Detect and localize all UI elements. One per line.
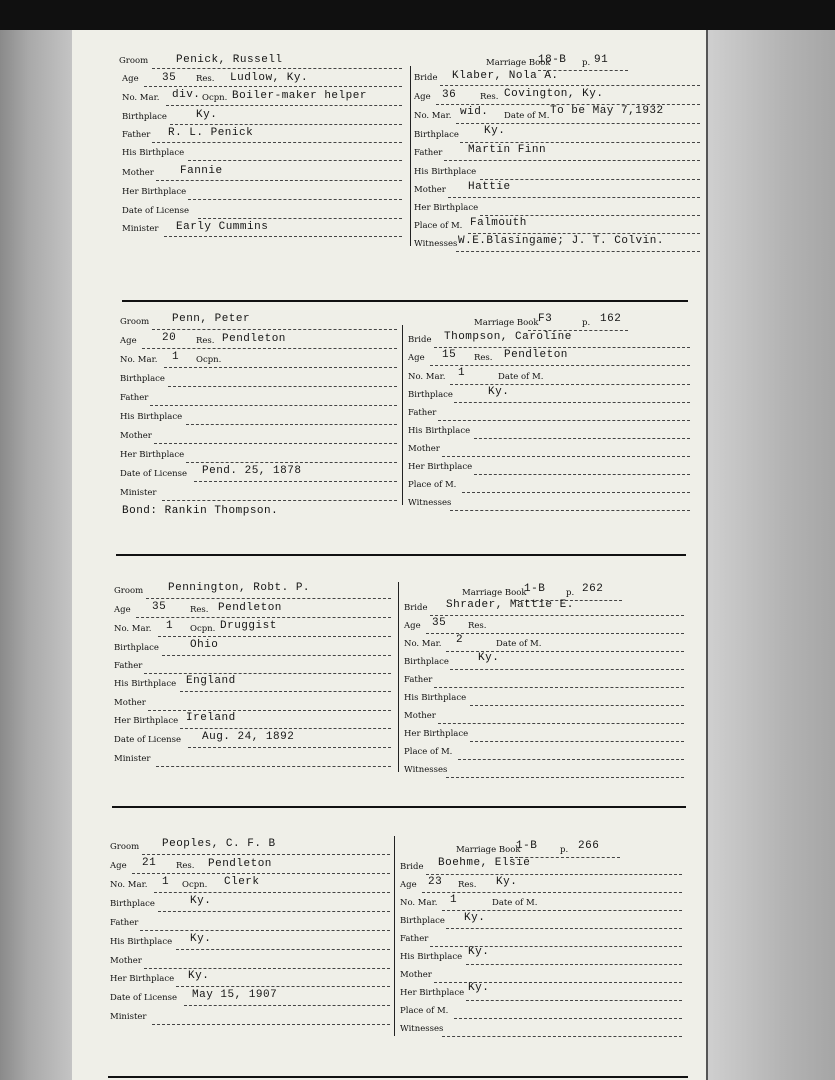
age-label: Age [110, 861, 127, 871]
birthplace-label: Birthplace [122, 112, 167, 122]
age-label: Age [408, 353, 425, 363]
bride-res: Pendleton [504, 349, 568, 361]
res-label: Res. [468, 621, 487, 631]
minister-label: Minister [114, 754, 151, 764]
res-label: Res. [190, 605, 209, 615]
his-birthplace-label: His Birthplace [120, 412, 183, 422]
mother-label: Mother [110, 956, 142, 966]
mother-label: Mother [408, 444, 440, 454]
her-birthplace-label: Her Birthplace [408, 462, 473, 472]
bride-no-mar: 1 [450, 894, 458, 906]
bride-birthplace: Ky. [464, 912, 486, 924]
groom-date-of-license: May 15, 1907 [192, 989, 278, 1001]
groom-birthplace: Ohio [190, 639, 219, 651]
witnesses-label: Witnesses [414, 239, 458, 249]
bride-name: Shrader, Mattie E. [446, 599, 574, 611]
bride-birthplace: Ky. [478, 652, 500, 664]
groom-birthplace: Ky. [190, 895, 212, 907]
her-birthplace-label: Her Birthplace [404, 729, 469, 739]
date-of-m-label: Date of M. [504, 111, 550, 121]
her-birthplace-label: Her Birthplace [110, 974, 175, 984]
no-mar-label: No. Mar. [120, 355, 158, 365]
groom-no-mar: 1 [162, 876, 170, 888]
mother-label: Mother [122, 168, 154, 178]
ocpn-label: Ocpn. [202, 93, 228, 103]
bride-father: Martin Finn [468, 144, 547, 156]
age-label: Age [400, 880, 417, 890]
groom-label: Groom [120, 317, 150, 327]
ocpn-label: Ocpn. [196, 355, 222, 365]
scanner-top-border [0, 0, 835, 30]
witnesses-label: Witnesses [400, 1024, 444, 1034]
bride-mother: Hattie [468, 181, 511, 193]
his-birthplace-label: His Birthplace [404, 693, 467, 703]
bride-place-of-m: Falmouth [470, 217, 527, 229]
groom-date-of-license: Aug. 24, 1892 [202, 731, 295, 743]
age-label: Age [414, 92, 431, 102]
witnesses-label: Witnesses [404, 765, 448, 775]
groom-label: Groom [114, 586, 144, 596]
groom-her-birthplace: Ireland [186, 712, 236, 724]
birthplace-label: Birthplace [400, 916, 445, 926]
date-of-m-label: Date of M. [496, 639, 542, 649]
groom-age: 35 [162, 72, 177, 84]
groom-name: Pennington, Robt. P. [168, 582, 311, 594]
bride-no-mar: wid. [460, 106, 489, 118]
age-label: Age [404, 621, 421, 631]
groom-age: 21 [142, 857, 157, 869]
her-birthplace-label: Her Birthplace [120, 450, 185, 460]
father-label: Father [120, 393, 149, 403]
father-label: Father [414, 148, 443, 158]
marriage-book-label: Marriage Book [456, 845, 521, 855]
groom-his-birthplace: Ky. [190, 933, 212, 945]
groom-name: Penn, Peter [172, 313, 251, 325]
groom-age: 35 [152, 601, 167, 613]
minister-label: Minister [120, 488, 157, 498]
marriage-book-label: Marriage Book [474, 318, 539, 328]
bride-label: Bride [408, 335, 432, 345]
record-page [72, 30, 706, 1080]
bride-no-mar: 1 [458, 367, 466, 379]
witnesses-label: Witnesses [408, 498, 452, 508]
mother-label: Mother [404, 711, 436, 721]
bride-label: Bride [404, 603, 428, 613]
groom-her-birthplace: Ky. [188, 970, 210, 982]
place-of-m-label: Place of M. [414, 221, 463, 231]
groom-no-mar: div. [172, 89, 201, 101]
groom-label: Groom [110, 842, 140, 852]
marriage-entry [72, 558, 706, 798]
groom-no-mar: 1 [172, 351, 180, 363]
mother-label: Mother [414, 185, 446, 195]
marriage-book-number: 1-B [516, 840, 538, 852]
page-label: p. [582, 58, 591, 68]
bride-age: 35 [432, 617, 447, 629]
mother-label: Mother [120, 431, 152, 441]
bride-his-birthplace: Ky. [468, 946, 490, 958]
minister-label: Minister [110, 1012, 147, 1022]
marriage-book-number: 18-B [538, 54, 567, 66]
page-bottom-rule [108, 1076, 688, 1078]
res-label: Res. [176, 861, 195, 871]
marriage-book-label: Marriage Book [462, 588, 527, 598]
groom-date-of-license: Pend. 25, 1878 [202, 465, 302, 477]
father-label: Father [110, 918, 139, 928]
bride-date-of-m: To be May 7,1932 [550, 105, 664, 117]
entry-divider [112, 806, 686, 808]
place-of-m-label: Place of M. [408, 480, 457, 490]
groom-age: 20 [162, 332, 177, 344]
bond-note: Bond: Rankin Thompson. [122, 505, 279, 517]
groom-minister: Early Cummins [176, 221, 269, 233]
father-label: Father [400, 934, 429, 944]
bride-no-mar: 2 [456, 634, 464, 646]
groom-res: Pendleton [218, 602, 282, 614]
groom-mother: Fannie [180, 165, 223, 177]
page-label: p. [560, 845, 569, 855]
groom-ocpn: Boiler-maker helper [232, 90, 367, 102]
groom-birthplace: Ky. [196, 109, 218, 121]
his-birthplace-label: His Birthplace [408, 426, 471, 436]
bride-label: Bride [400, 862, 424, 872]
groom-name: Peoples, C. F. B [162, 838, 276, 850]
her-birthplace-label: Her Birthplace [414, 203, 479, 213]
father-label: Father [408, 408, 437, 418]
no-mar-label: No. Mar. [110, 880, 148, 890]
his-birthplace-label: His Birthplace [110, 937, 173, 947]
place-of-m-label: Place of M. [404, 747, 453, 757]
res-label: Res. [474, 353, 493, 363]
bride-birthplace: Ky. [484, 125, 506, 137]
groom-his-birthplace: England [186, 675, 236, 687]
groom-ocpn: Clerk [224, 876, 260, 888]
bride-res: Ky. [496, 876, 518, 888]
bride-age: 15 [442, 349, 457, 361]
no-mar-label: No. Mar. [414, 111, 452, 121]
groom-res: Pendleton [222, 333, 286, 345]
groom-label: Groom [119, 56, 149, 66]
no-mar-label: No. Mar. [400, 898, 438, 908]
her-birthplace-label: Her Birthplace [114, 716, 179, 726]
ocpn-label: Ocpn. [190, 624, 216, 634]
groom-res: Ludlow, Ky. [230, 72, 309, 84]
groom-ocpn: Druggist [220, 620, 277, 632]
place-of-m-label: Place of M. [400, 1006, 449, 1016]
res-label: Res. [196, 336, 215, 346]
no-mar-label: No. Mar. [404, 639, 442, 649]
his-birthplace-label: His Birthplace [400, 952, 463, 962]
minister-label: Minister [122, 224, 159, 234]
date-of-m-label: Date of M. [492, 898, 538, 908]
marriage-book-number: 1-B [524, 583, 546, 595]
entry-divider [116, 554, 686, 556]
marriage-book-page: 262 [582, 583, 604, 595]
page-label: p. [566, 588, 575, 598]
groom-no-mar: 1 [166, 620, 174, 632]
birthplace-label: Birthplace [414, 130, 459, 140]
res-label: Res. [480, 92, 499, 102]
birthplace-label: Birthplace [114, 643, 159, 653]
marriage-book-label: Marriage Book [486, 58, 551, 68]
groom-name: Penick, Russell [176, 54, 283, 66]
bride-name: Klaber, Nola A. [452, 70, 559, 82]
bride-witnesses: W.E.Blasingame; J. T. Colvin. [458, 235, 664, 247]
ocpn-label: Ocpn. [182, 880, 208, 890]
no-mar-label: No. Mar. [122, 93, 160, 103]
date-of-license-label: Date of License [122, 206, 190, 216]
marriage-entry [72, 30, 706, 270]
birthplace-label: Birthplace [408, 390, 453, 400]
date-of-license-label: Date of License [110, 993, 178, 1003]
his-birthplace-label: His Birthplace [414, 167, 477, 177]
date-of-license-label: Date of License [120, 469, 188, 479]
date-of-license-label: Date of License [114, 735, 182, 745]
age-label: Age [120, 336, 137, 346]
father-label: Father [404, 675, 433, 685]
scan-right-margin [706, 30, 835, 1080]
birthplace-label: Birthplace [110, 899, 155, 909]
birthplace-label: Birthplace [404, 657, 449, 667]
no-mar-label: No. Mar. [408, 372, 446, 382]
res-label: Res. [196, 74, 215, 84]
page-label: p. [582, 318, 591, 328]
age-label: Age [122, 74, 139, 84]
marriage-book-page: 91 [594, 54, 609, 66]
bride-age: 23 [428, 876, 443, 888]
bride-name: Thompson, Caroline [444, 331, 572, 343]
scan-left-margin [0, 30, 72, 1080]
bride-res: Covington, Ky. [504, 88, 604, 100]
marriage-entry [72, 810, 706, 1070]
bride-label: Bride [414, 73, 438, 83]
age-label: Age [114, 605, 131, 615]
bride-age: 36 [442, 89, 457, 101]
marriage-entry [72, 305, 706, 545]
no-mar-label: No. Mar. [114, 624, 152, 634]
her-birthplace-label: Her Birthplace [400, 988, 465, 998]
marriage-book-page: 162 [600, 313, 622, 325]
res-label: Res. [458, 880, 477, 890]
bride-birthplace: Ky. [488, 386, 510, 398]
mother-label: Mother [114, 698, 146, 708]
his-birthplace-label: His Birthplace [122, 148, 185, 158]
groom-res: Pendleton [208, 858, 272, 870]
marriage-book-number: F3 [538, 313, 553, 325]
father-label: Father [114, 661, 143, 671]
bride-her-birthplace: Ky. [468, 982, 490, 994]
marriage-book-page: 266 [578, 840, 600, 852]
birthplace-label: Birthplace [120, 374, 165, 384]
groom-father: R. L. Penick [168, 127, 254, 139]
his-birthplace-label: His Birthplace [114, 679, 177, 689]
father-label: Father [122, 130, 151, 140]
entry-divider [122, 300, 688, 302]
bride-name: Boehme, Elsie [438, 857, 531, 869]
mother-label: Mother [400, 970, 432, 980]
date-of-m-label: Date of M. [498, 372, 544, 382]
her-birthplace-label: Her Birthplace [122, 187, 187, 197]
